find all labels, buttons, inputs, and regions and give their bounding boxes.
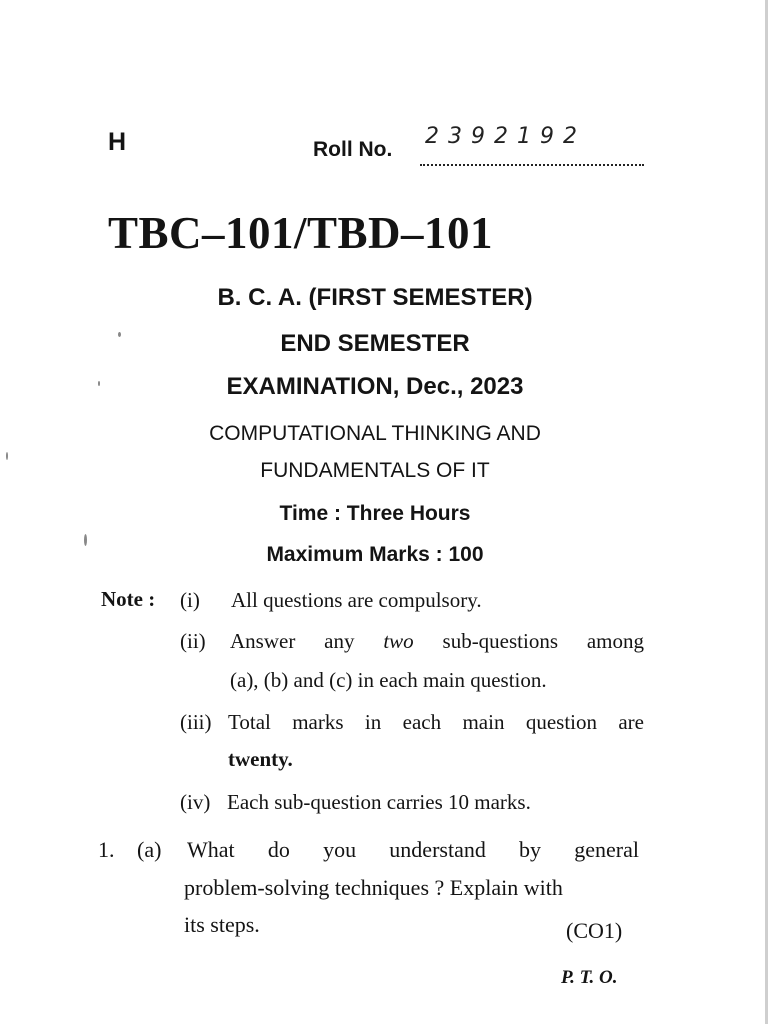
note-item-text: Each sub-question carries 10 marks. xyxy=(227,790,531,814)
exam-duration: Time : Three Hours xyxy=(279,502,471,525)
note-item-text-continued: (a), (b) and (c) in each main question. xyxy=(230,668,547,692)
scan-speck xyxy=(118,332,121,337)
roll-number-handwritten: 2 3 9 2 1 9 2 xyxy=(425,124,578,149)
question-text-line2: problem-solving techniques ? Explain with xyxy=(184,875,563,900)
note-text-emphasis: two xyxy=(383,629,414,653)
subject-title-line2: FUNDAMENTALS OF IT xyxy=(260,459,490,482)
note-item-number: (iii) xyxy=(180,710,212,734)
note-text-part: Answer any xyxy=(230,629,355,653)
question-text-line3: its steps. xyxy=(184,912,260,937)
note-item-number: (ii) xyxy=(180,629,206,653)
course-outcome-tag: (CO1) xyxy=(566,918,623,943)
please-turn-over: P. T. O. xyxy=(561,967,618,988)
roll-number-label: Roll No. xyxy=(313,138,393,161)
question-number: 1. xyxy=(98,837,115,862)
exam-heading-line2: EXAMINATION, Dec., 2023 xyxy=(226,373,524,400)
subject-title-line1: COMPUTATIONAL THINKING AND xyxy=(209,422,541,445)
note-text-part: sub-questions among xyxy=(442,629,645,653)
series-code: H xyxy=(108,128,127,156)
program-heading: B. C. A. (FIRST SEMESTER) xyxy=(217,284,533,311)
course-code-title: TBC–101/TBD–101 xyxy=(108,208,494,258)
question-text-line1: What do you understand by general xyxy=(187,837,639,862)
sub-question-label: (a) xyxy=(137,837,162,862)
note-label: Note : xyxy=(101,587,156,611)
exam-heading-line1: END SEMESTER xyxy=(280,330,470,357)
note-item-text-continued: twenty. xyxy=(228,747,293,771)
scan-speck xyxy=(6,452,8,460)
note-item-text: All questions are compulsory. xyxy=(231,588,482,612)
maximum-marks: Maximum Marks : 100 xyxy=(266,543,484,566)
note-item-number: (iv) xyxy=(180,790,211,814)
note-item-text: Total marks in each main question are xyxy=(228,710,644,734)
scan-speck xyxy=(84,534,87,546)
scan-speck xyxy=(98,381,100,386)
note-item-number: (i) xyxy=(180,588,200,612)
note-item-text xyxy=(230,629,644,654)
